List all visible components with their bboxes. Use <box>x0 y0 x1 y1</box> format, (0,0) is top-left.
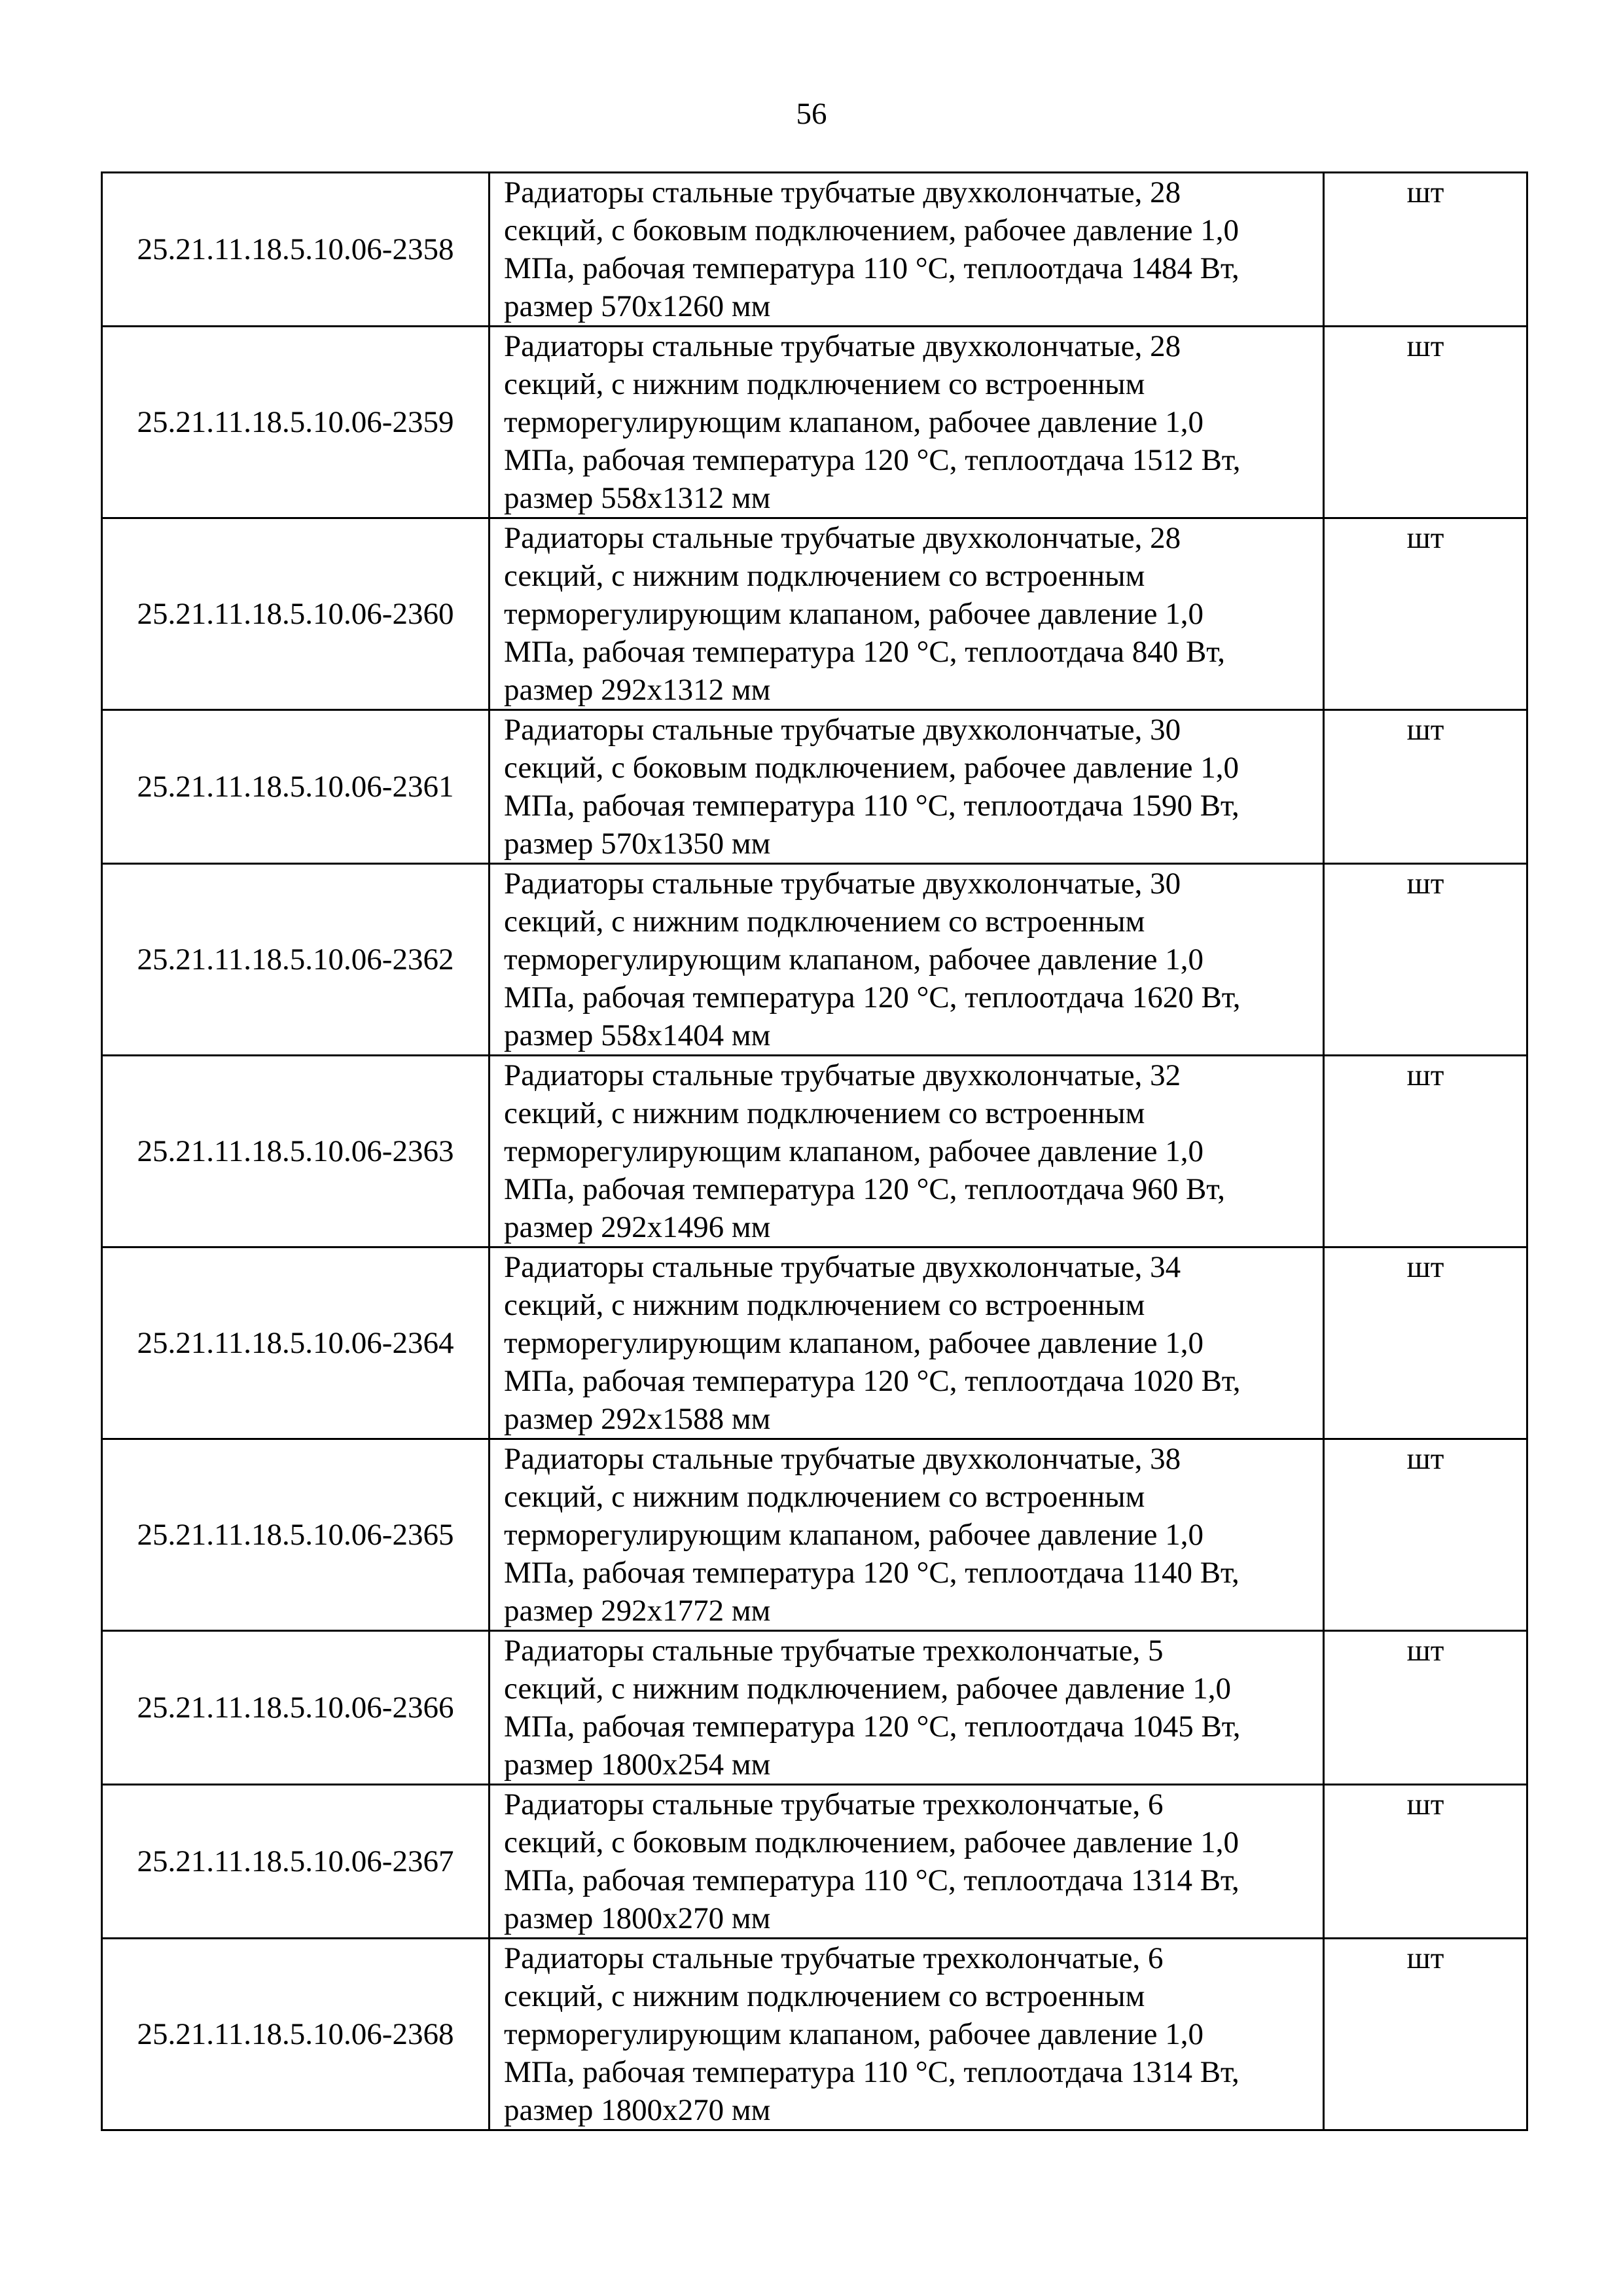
item-code: 25.21.11.18.5.10.06-2367 <box>102 1785 490 1939</box>
item-description-line: терморегулирующим клапаном, рабочее давление 1,0 <box>504 1326 1204 1360</box>
item-description-line: размер 292х1772 мм <box>504 1594 771 1628</box>
item-unit: шт <box>1324 1785 1527 1939</box>
item-description-line: МПа, рабочая температура 120 °С, теплоотдача 1512 Вт, <box>504 443 1241 477</box>
item-description-line: Радиаторы стальные трубчатые двухколончатые, 30 <box>504 867 1181 901</box>
item-description-line: Радиаторы стальные трубчатые двухколончатые, 28 <box>504 521 1181 555</box>
item-code: 25.21.11.18.5.10.06-2366 <box>102 1631 490 1785</box>
item-description-line: секций, с боковым подключением, рабочее давление 1,0 <box>504 213 1240 247</box>
item-code: 25.21.11.18.5.10.06-2359 <box>102 327 490 518</box>
item-description-line: размер 1800х254 мм <box>504 1748 771 1782</box>
item-description-line: размер 558х1404 мм <box>504 1018 771 1052</box>
table-row <box>102 1939 1527 2130</box>
item-description-line: размер 558х1312 мм <box>504 481 771 515</box>
item-description-line: Радиаторы стальные трубчатые двухколончатые, 28 <box>504 175 1181 209</box>
item-description-line: терморегулирующим клапаном, рабочее давление 1,0 <box>504 1518 1204 1552</box>
table-row <box>102 1631 1527 1785</box>
item-description-line: МПа, рабочая температура 120 °С, теплоотдача 1045 Вт, <box>504 1710 1241 1744</box>
item-description-line: размер 292х1496 мм <box>504 1210 771 1244</box>
item-description <box>490 710 1324 864</box>
item-description-line: МПа, рабочая температура 120 °С, теплоотдача 1020 Вт, <box>504 1364 1241 1398</box>
item-description-line: МПа, рабочая температура 110 °С, теплоотдача 1314 Вт, <box>504 2055 1240 2089</box>
item-unit: шт <box>1324 1939 1527 2130</box>
item-code: 25.21.11.18.5.10.06-2362 <box>102 864 490 1056</box>
table-row <box>102 1785 1527 1939</box>
item-description-line: Радиаторы стальные трубчатые трехколончатые, 6 <box>504 1787 1164 1821</box>
item-description-line: секций, с боковым подключением, рабочее давление 1,0 <box>504 1825 1240 1859</box>
item-description <box>490 1247 1324 1439</box>
items-table <box>101 171 1528 2131</box>
item-description-line: размер 292х1312 мм <box>504 673 771 707</box>
item-description <box>490 518 1324 710</box>
item-description-line: секций, с боковым подключением, рабочее давление 1,0 <box>504 751 1240 785</box>
item-description-line: размер 570х1350 мм <box>504 827 771 861</box>
item-description-line: МПа, рабочая температура 110 °С, теплоотдача 1314 Вт, <box>504 1863 1240 1897</box>
item-description-line: Радиаторы стальные трубчатые трехколончатые, 5 <box>504 1634 1164 1668</box>
item-description-line: размер 1800х270 мм <box>504 1901 771 1935</box>
item-description-line: МПа, рабочая температура 120 °С, теплоотдача 840 Вт, <box>504 635 1226 669</box>
item-description <box>490 864 1324 1056</box>
item-unit: шт <box>1324 1439 1527 1631</box>
item-description-line: МПа, рабочая температура 110 °С, теплоотдача 1590 Вт, <box>504 789 1240 823</box>
item-description-line: Радиаторы стальные трубчатые двухколончатые, 34 <box>504 1250 1181 1284</box>
item-unit: шт <box>1324 327 1527 518</box>
item-description-line: Радиаторы стальные трубчатые двухколончатые, 30 <box>504 713 1181 747</box>
item-unit: шт <box>1324 1631 1527 1785</box>
item-unit: шт <box>1324 864 1527 1056</box>
page-number: 56 <box>796 97 827 131</box>
item-description-line: Радиаторы стальные трубчатые двухколончатые, 28 <box>504 329 1181 363</box>
table-row <box>102 1247 1527 1439</box>
item-description <box>490 1939 1324 2130</box>
item-description-line: МПа, рабочая температура 120 °С, теплоотдача 1620 Вт, <box>504 980 1241 1014</box>
item-description-line: размер 570х1260 мм <box>504 289 771 323</box>
item-code: 25.21.11.18.5.10.06-2358 <box>102 173 490 327</box>
item-description <box>490 173 1324 327</box>
item-description-line: терморегулирующим клапаном, рабочее давление 1,0 <box>504 2017 1204 2051</box>
item-unit: шт <box>1324 173 1527 327</box>
item-description-line: секций, с нижним подключением, рабочее давление 1,0 <box>504 1672 1231 1706</box>
item-description <box>490 327 1324 518</box>
item-description <box>490 1785 1324 1939</box>
item-description-line: секций, с нижним подключением со встроенным <box>504 367 1145 401</box>
item-description-line: секций, с нижним подключением со встроенным <box>504 559 1145 593</box>
item-description-line: секций, с нижним подключением со встроенным <box>504 1288 1145 1322</box>
item-unit: шт <box>1324 1247 1527 1439</box>
table-row <box>102 710 1527 864</box>
table-row <box>102 518 1527 710</box>
item-description-line: МПа, рабочая температура 120 °С, теплоотдача 960 Вт, <box>504 1172 1226 1206</box>
item-description-line: размер 1800х270 мм <box>504 2093 771 2127</box>
table-body <box>102 173 1527 2130</box>
item-code: 25.21.11.18.5.10.06-2360 <box>102 518 490 710</box>
item-unit: шт <box>1324 518 1527 710</box>
item-description <box>490 1631 1324 1785</box>
item-description-line: МПа, рабочая температура 120 °С, теплоотдача 1140 Вт, <box>504 1556 1240 1590</box>
item-unit: шт <box>1324 1056 1527 1247</box>
item-unit: шт <box>1324 710 1527 864</box>
item-description-line: секций, с нижним подключением со встроенным <box>504 1096 1145 1130</box>
item-description <box>490 1439 1324 1631</box>
item-code: 25.21.11.18.5.10.06-2368 <box>102 1939 490 2130</box>
item-code: 25.21.11.18.5.10.06-2363 <box>102 1056 490 1247</box>
item-code: 25.21.11.18.5.10.06-2365 <box>102 1439 490 1631</box>
item-description-line: размер 292х1588 мм <box>504 1402 771 1436</box>
item-description-line: секций, с нижним подключением со встроенным <box>504 905 1145 939</box>
item-description-line: секций, с нижним подключением со встроенным <box>504 1480 1145 1514</box>
table-row <box>102 864 1527 1056</box>
item-description-line: терморегулирующим клапаном, рабочее давление 1,0 <box>504 597 1204 631</box>
item-description-line: секций, с нижним подключением со встроенным <box>504 1979 1145 2013</box>
item-description-line: Радиаторы стальные трубчатые двухколончатые, 38 <box>504 1442 1181 1476</box>
table-row <box>102 1056 1527 1247</box>
item-description-line: терморегулирующим клапаном, рабочее давление 1,0 <box>504 1134 1204 1168</box>
item-description-line: терморегулирующим клапаном, рабочее давление 1,0 <box>504 405 1204 439</box>
table-row <box>102 173 1527 327</box>
item-description-line: Радиаторы стальные трубчатые двухколончатые, 32 <box>504 1058 1181 1092</box>
item-description-line: Радиаторы стальные трубчатые трехколончатые, 6 <box>504 1941 1164 1975</box>
item-description <box>490 1056 1324 1247</box>
item-code: 25.21.11.18.5.10.06-2364 <box>102 1247 490 1439</box>
item-description-line: МПа, рабочая температура 110 °С, теплоотдача 1484 Вт, <box>504 251 1240 285</box>
item-description-line: терморегулирующим клапаном, рабочее давление 1,0 <box>504 942 1204 977</box>
table-row <box>102 327 1527 518</box>
item-code: 25.21.11.18.5.10.06-2361 <box>102 710 490 864</box>
table-row <box>102 1439 1527 1631</box>
